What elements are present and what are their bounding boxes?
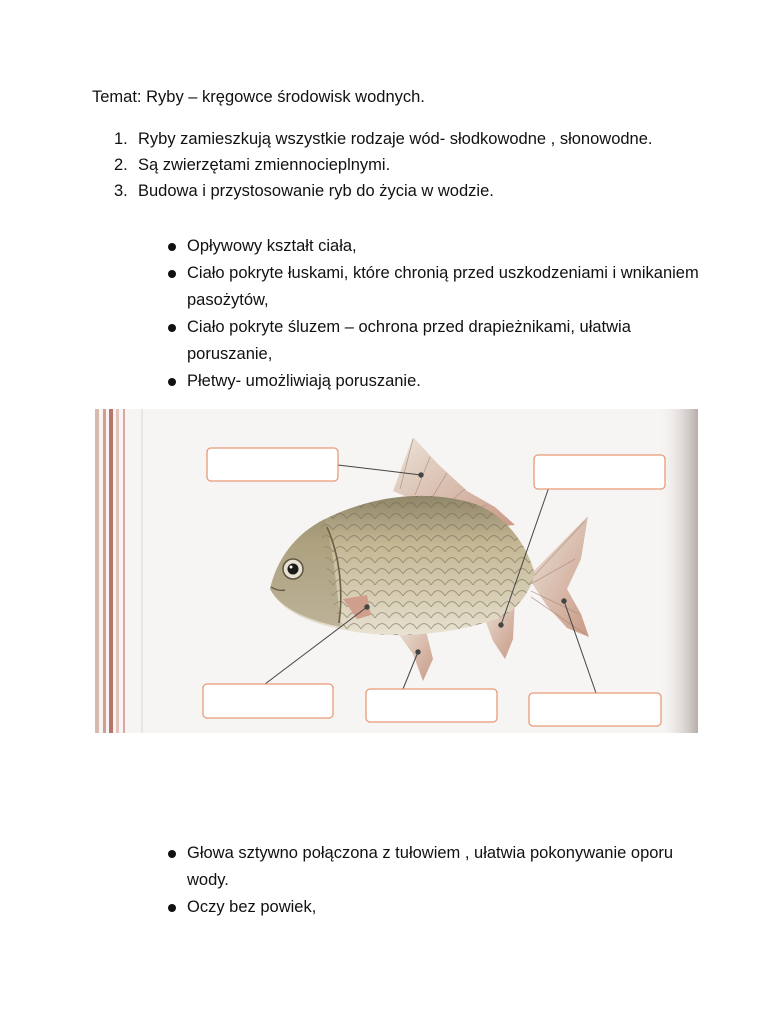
bullet-list-adaptations (187, 233, 707, 395)
list-item: 3. Budowa i przystosowanie ryb do życia w wodzie. (114, 182, 494, 200)
label-box-dorsal (207, 448, 338, 481)
bullet-item: Głowa sztywno połączona z tułowiem , ułatwia pokonywanie oporu wody. (187, 840, 707, 894)
page-title: Temat: Ryby – kręgowce środowisk wodnych. (92, 88, 425, 106)
numbered-list (92, 126, 692, 204)
bullet-item: Ciało pokryte śluzem – ochrona przed drapieżnikami, ułatwia poruszanie, (187, 314, 707, 368)
label-box-pectoral (203, 684, 333, 718)
label-box-pelvic (366, 689, 497, 722)
fish-diagram (95, 409, 698, 733)
bullet-list-adaptations-continued (187, 840, 707, 921)
label-box-anal (534, 455, 665, 489)
bullet-item: Oczy bez powiek, (187, 894, 707, 921)
bullet-item: Płetwy- umożliwiają poruszanie. (187, 368, 707, 395)
list-item: 2. Są zwierzętami zmiennocieplnymi. (114, 156, 391, 174)
label-box-tail (529, 693, 661, 726)
bullet-item: Ciało pokryte łuskami, które chronią przed uszkodzeniami i wnikaniem pasożytów, (187, 260, 707, 314)
bullet-item: Opływowy kształt ciała, (187, 233, 707, 260)
list-item: 1. Ryby zamieszkują wszystkie rodzaje wód- słodkowodne , słonowodne. (114, 130, 653, 148)
